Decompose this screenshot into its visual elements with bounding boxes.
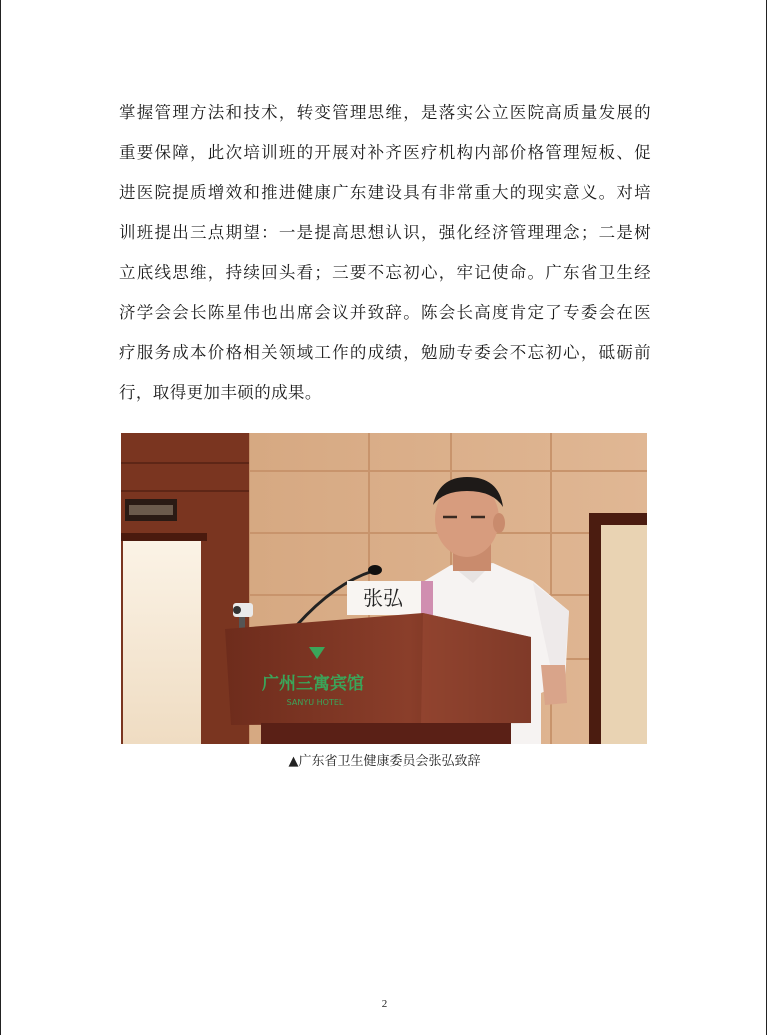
podium-logo-subtext: SANYU HOTEL [286,698,344,707]
speaker-photo [121,433,647,744]
name-card-text: 张弘 [363,586,403,610]
speaker-photo-illustration [121,433,647,744]
paragraph-line: 疗服务成本价格相关领域工作的成绩，勉励专委会不忘初心，砥砺前 [119,343,651,362]
body-paragraph [119,93,651,413]
photo-caption: ▲广东省卫生健康委员会张弘致辞 [288,754,481,769]
paragraph-line: 立底线思维，持续回头看；三要不忘初心，牢记使命。广东省卫生经 [119,263,651,282]
paragraph-line: 训班提出三点期望：一是提高思想认识，强化经济管理理念；二是树 [119,223,651,242]
paragraph-line: 重要保障，此次培训班的开展对补齐医疗机构内部价格管理短板、促 [119,143,651,162]
paragraph-line: 掌握管理方法和技术，转变管理思维，是落实公立医院高质量发展的 [119,103,651,122]
paragraph-line: 行，取得更加丰硕的成果。 [119,383,322,402]
paragraph-line: 济学会会长陈星伟也出席会议并致辞。陈会长高度肯定了专委会在医 [119,303,651,322]
podium-logo-text: 广州三寓宾馆 [262,674,364,694]
paragraph-line: 进医院提质增效和推进健康广东建设具有非常重大的现实意义。对培 [119,183,651,202]
page-number: 2 [381,998,388,1010]
